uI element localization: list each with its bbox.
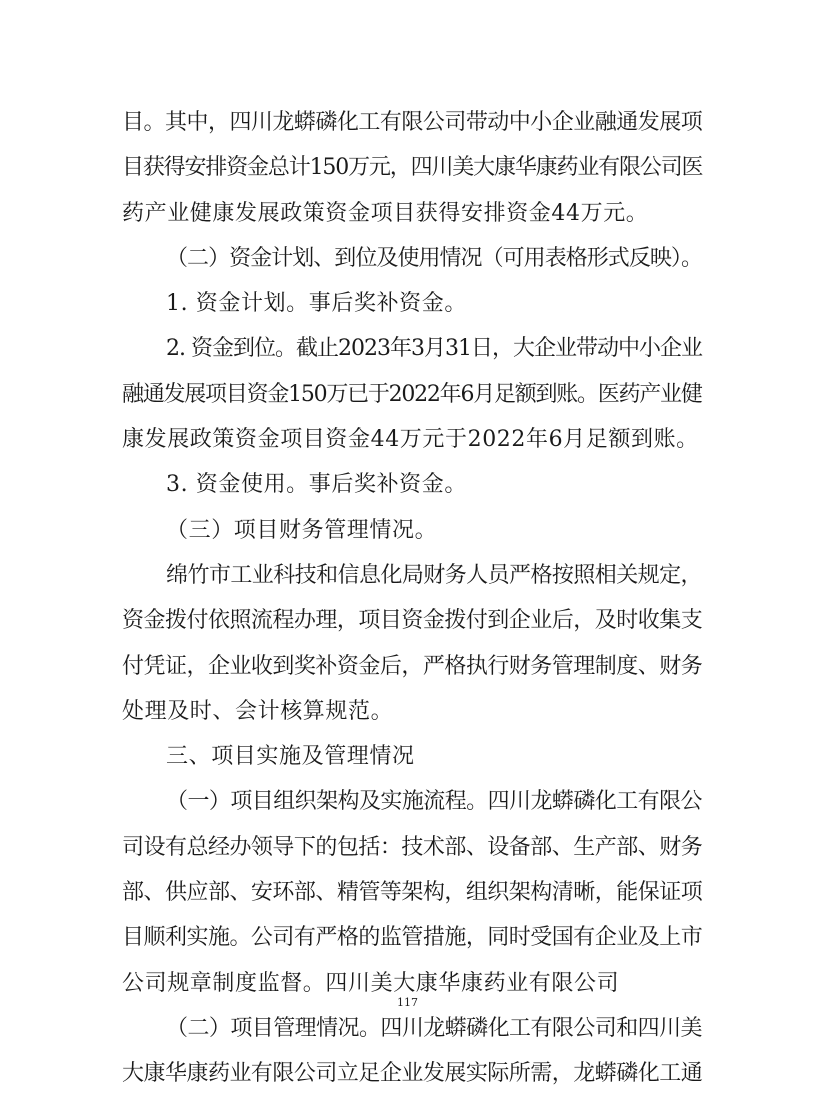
text-line: （一）项目组织架构及实施流程。四川龙蟒磷化工有限公 xyxy=(166,789,703,815)
text-line: 3. 资金使用。事后奖补资金。 xyxy=(166,472,467,498)
text-line: 目获得安排资金总计150万元，四川美大康华康药业有限公司医 xyxy=(122,155,703,181)
text-line: （二）资金计划、到位及使用情况（可用表格形式反映）。 xyxy=(166,245,703,271)
text-line: 融通发展项目资金150万已于2022年6月足额到账。医药产业健 xyxy=(122,381,702,407)
text-line: 目。其中，四川龙蟒磷化工有限公司带动中小企业融通发展项 xyxy=(122,110,703,135)
text-line: 目顺利实施。公司有严格的监管措施，同时受国有企业及上市 xyxy=(122,925,703,951)
section-heading: 三、项目实施及管理情况 xyxy=(166,744,415,770)
body-text xyxy=(122,100,702,1097)
text-line: 公司规章制度监督。四川美大康华康药业有限公司 xyxy=(122,970,620,996)
text-line: 付凭证，企业收到奖补资金后，严格执行财务管理制度、财务 xyxy=(122,653,703,679)
text-line: 绵竹市工业科技和信息化局财务人员严格按照相关规定， xyxy=(166,562,703,588)
text-line: 1. 资金计划。事后奖补资金。 xyxy=(166,291,467,317)
text-line: 处理及时、会计核算规范。 xyxy=(122,698,394,724)
text-line: 司设有总经办领导下的包括：技术部、设备部、生产部、财务 xyxy=(122,834,703,860)
text-line: 大康华康药业有限公司立足企业发展实际所需，龙蟒磷化工通 xyxy=(122,1061,703,1087)
text-line: 康发展政策资金项目资金44万元于2022年6月足额到账。 xyxy=(122,427,699,453)
text-line: 药产业健康发展政策资金项目获得安排资金44万元。 xyxy=(122,200,649,226)
text-line: 资金拨付依照流程办理，项目资金拨付到企业后，及时收集支 xyxy=(122,608,703,634)
text-line: （二）项目管理情况。四川龙蟒磷化工有限公司和四川美 xyxy=(166,1015,703,1041)
text-line: 2. 资金到位。截止2023年3月31日，大企业带动中小企业 xyxy=(166,336,702,362)
text-line: （三）项目财务管理情况。 xyxy=(166,517,438,543)
page-number: 117 xyxy=(397,996,418,1009)
text-line: 部、供应部、安环部、精管等架构，组织架构清晰，能保证项 xyxy=(122,880,703,906)
